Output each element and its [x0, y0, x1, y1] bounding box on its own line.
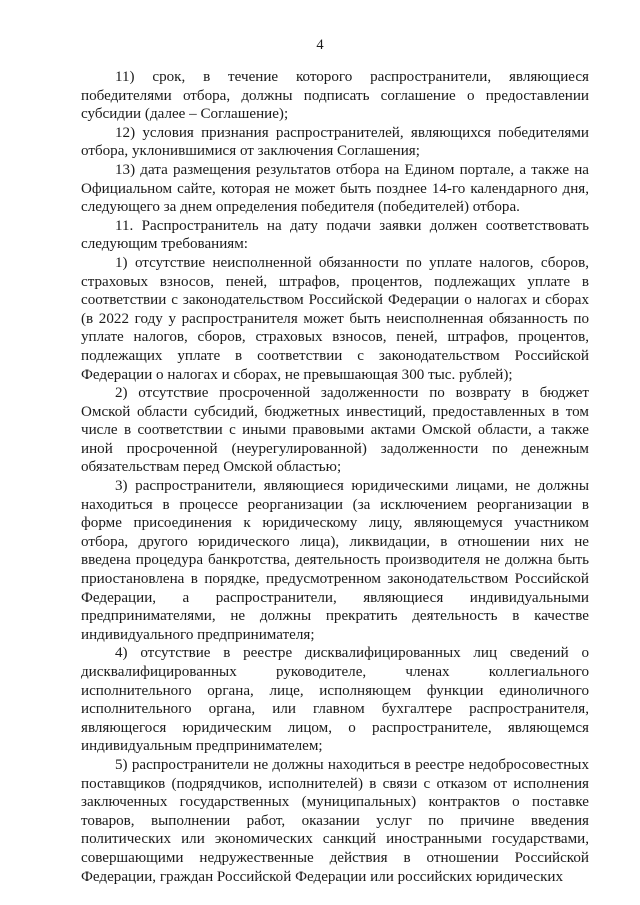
paragraph-item-13: 13) дата размещения результатов отбора на Едином портале, а также на Официальном сайте, которая не может быть позднее 14-го календарного дня, следующего за днем определения победителя (победителей) отбора.: [81, 161, 589, 216]
paragraph-requirement-4: 4) отсутствие в реестре дисквалифицированных лиц сведений о дисквалифицированных руководителе, членах коллегиального исполнительного органа, лице, исполняющем функции единоличного исполнительного органа, или главном бухгалтере распространителя, являющегося юридическим лицом, о распространителе, являющемся индивидуальным предпринимателем;: [81, 645, 589, 755]
page-number: 4: [316, 37, 324, 53]
paragraph-requirement-1: 1) отсутствие неисполненной обязанности по уплате налогов, сборов, страховых взносов, пеней, штрафов, процентов, подлежащих уплате в соответствии с законодательством Российской Федерации о налогах и сборах (в 2022 году у распространителя может быть неисполненная обязанность по уплате налогов, сборов, страховых взносов, пеней, штрафов, процентов, подлежащих уплате в соответствии с законодательством Российской Федерации о налогах и сборах, не превышающая 300 тыс. рублей);: [81, 254, 589, 383]
paragraph-requirement-2: 2) отсутствие просроченной задолженности по возврату в бюджет Омской области субсидий, бюджетных инвестиций, предоставленных в том числе в соответствии с иными правовыми актами Омской области, а также иной просроченной (неурегулированной) задолженности по денежным обязательствам перед Омской областью;: [81, 385, 589, 476]
document-body: [81, 68, 589, 886]
paragraph-item-11: 11) срок, в течение которого распространители, являющиеся победителями отбора, должны подписать соглашение о предоставлении субсидии (далее – Соглашение);: [81, 69, 589, 123]
paragraph-requirement-5: 5) распространители не должны находиться в реестре недобросовестных поставщиков (подрядчиков, исполнителей) в связи с отказом от исполнения заключенных государственных (муниципальных) контрактов о поставке товаров, выполнении работ, оказании услуг по причине введения политических или экономических санкций иностранными государствами, совершающими недружественные действия в отношении Российской Федерации, граждан Российской Федерации или российских юридических: [81, 756, 589, 885]
paragraph-section-11: 11. Распространитель на дату подачи заявки должен соответствовать следующим требованиям:: [81, 217, 589, 253]
paragraph-requirement-3: 3) распространители, являющиеся юридическими лицами, не должны находиться в процессе реорганизации (за исключением реорганизации в форме присоединения к юридическому лицу, являющемуся участником отбора, другого юридического лица), ликвидации, в отношении них не введена процедура банкротства, деятельность производителя не должна быть приостановлена в порядке, предусмотренном законодательством Российской Федерации, а распространители, являющиеся индивидуальными предпринимателями, не должны прекратить деятельность в качестве индивидуального предпринимателя;: [81, 478, 589, 643]
paragraph-item-12: 12) условия признания распространителей, являющихся победителями отбора, уклонившимися от заключения Соглашения;: [81, 124, 589, 160]
